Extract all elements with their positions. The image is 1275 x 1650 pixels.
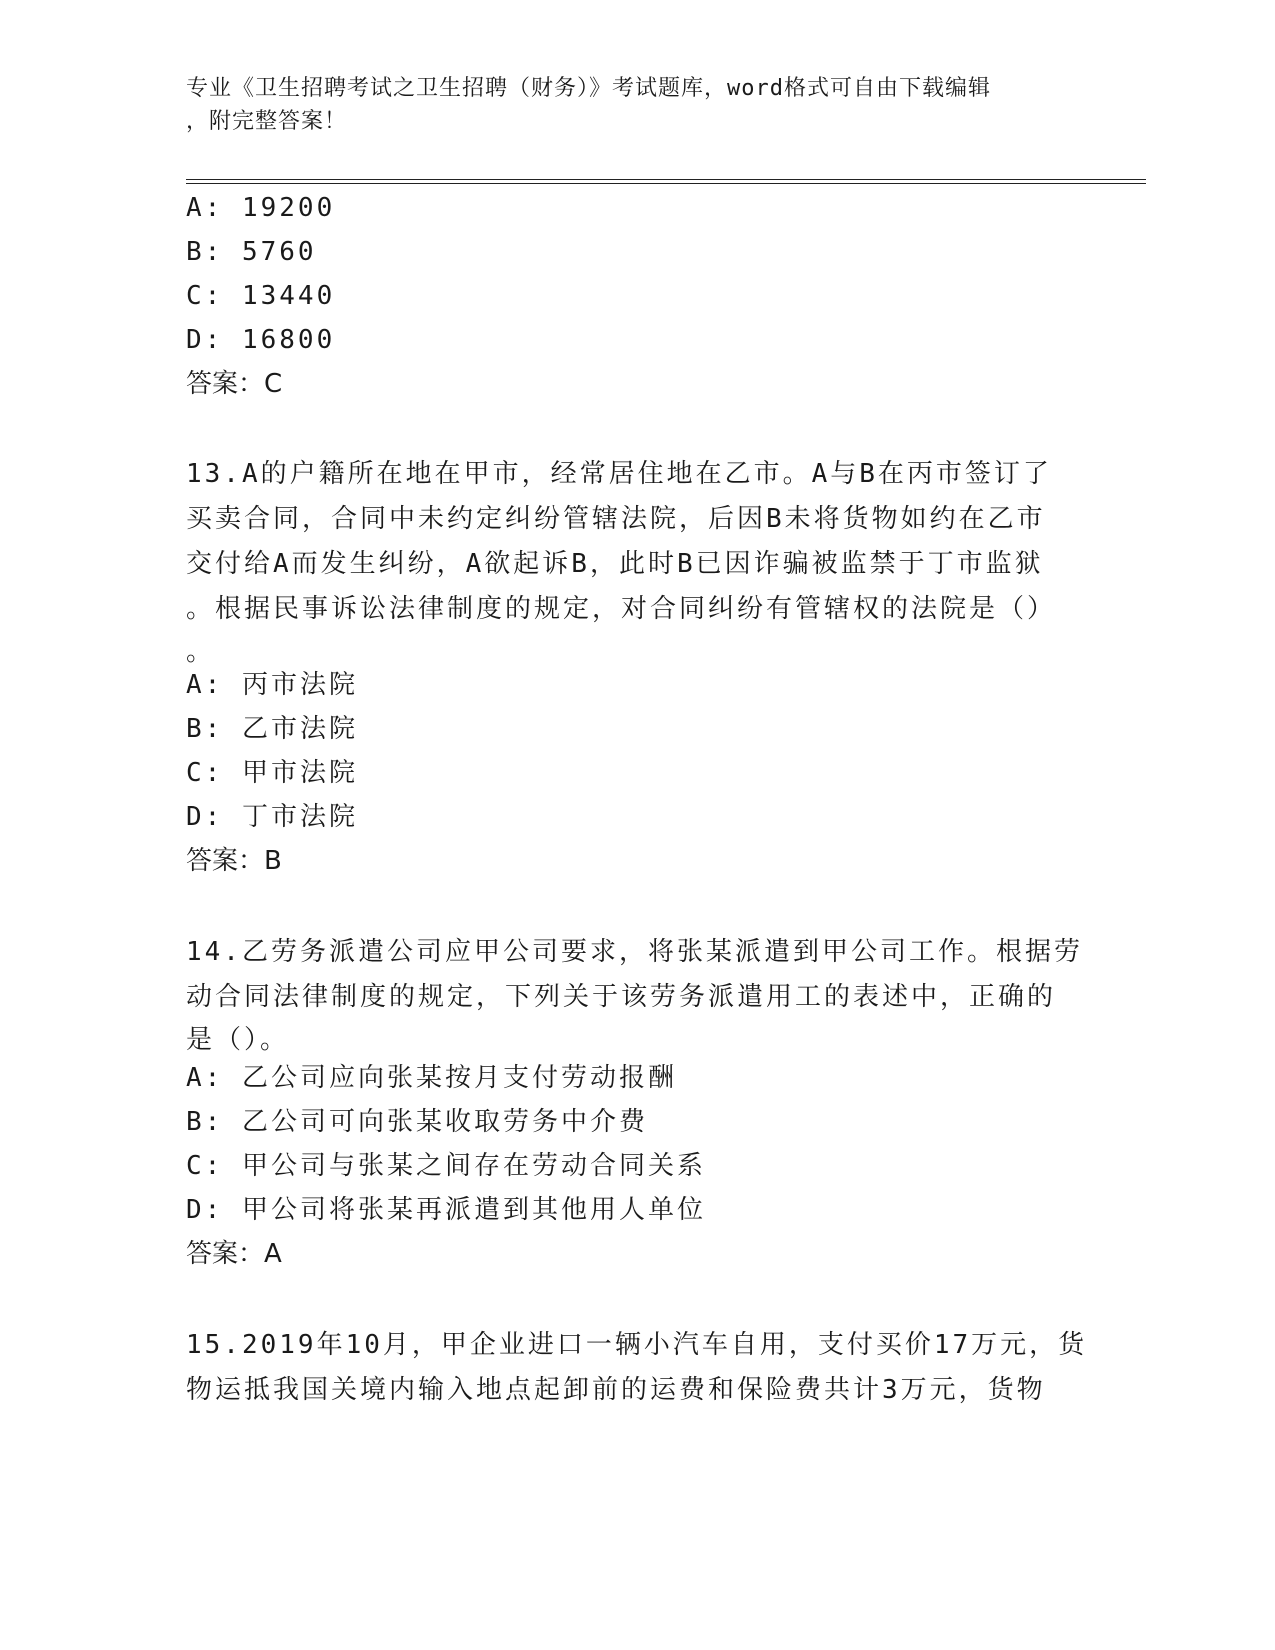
q14-line-1: 14.乙劳务派遣公司应甲公司要求，将张某派遣到甲公司工作。根据劳 (186, 937, 1083, 967)
header-divider-2 (186, 183, 1146, 184)
q15-line-2: 物运抵我国关境内输入地点起卸前的运费和保险费共计3万元，货物 (186, 1375, 1046, 1405)
q15-stem (186, 1323, 1088, 1413)
q15-line-1: 15.2019年10月，甲企业进口一辆小汽车自用，支付买价17万元，货 (186, 1330, 1088, 1360)
q13-answer: 答案：B (186, 846, 282, 876)
q12-answer: 答案：C (186, 369, 283, 399)
q14-answer: 答案：A (186, 1239, 282, 1269)
header-divider (186, 179, 1146, 180)
q13-option-b: B: 乙市法院 (186, 714, 358, 744)
q13-line-1: 13.A的户籍所在地在甲市，经常居住地在乙市。A与B在丙市签订了 (186, 459, 1052, 489)
q13-line-3: 交付给A而发生纠纷，A欲起诉B，此时B已因诈骗被监禁于丁市监狱 (186, 549, 1044, 579)
q14-line-2: 动合同法律制度的规定，下列关于该劳务派遣用工的表述中，正确的 (186, 982, 1057, 1012)
q14-line-3: 是（）。 (186, 1025, 290, 1055)
q13-option-a: A: 丙市法院 (186, 670, 358, 700)
q12-option-d: D: 16800 (186, 325, 336, 355)
q13-line-5: 。 (186, 637, 216, 667)
q12-option-c: C: 13440 (186, 281, 336, 311)
header-line-1: 专业《卫生招聘考试之卫生招聘（财务）》考试题库，word格式可自由下载编辑 (186, 76, 991, 101)
q13-line-4: 。根据民事诉讼法律制度的规定，对合同纠纷有管辖权的法院是（） (186, 594, 1057, 624)
document-header (186, 72, 1066, 138)
q13-option-d: D: 丁市法院 (186, 802, 358, 832)
q13-option-c: C: 甲市法院 (186, 758, 358, 788)
q14-stem (186, 930, 1083, 1060)
q13-stem (186, 452, 1076, 672)
q12-option-b: B: 5760 (186, 237, 317, 267)
q13-line-2: 买卖合同，合同中未约定纠纷管辖法院，后因B未将货物如约在乙市 (186, 504, 1046, 534)
q14-option-b: B: 乙公司可向张某收取劳务中介费 (186, 1107, 648, 1137)
q14-option-d: D: 甲公司将张某再派遣到其他用人单位 (186, 1195, 706, 1225)
q14-option-c: C: 甲公司与张某之间存在劳动合同关系 (186, 1151, 706, 1181)
q14-option-a: A: 乙公司应向张某按月支付劳动报酬 (186, 1063, 677, 1093)
header-line-2: ，附完整答案！ (186, 109, 348, 134)
q12-option-a: A: 19200 (186, 193, 336, 223)
